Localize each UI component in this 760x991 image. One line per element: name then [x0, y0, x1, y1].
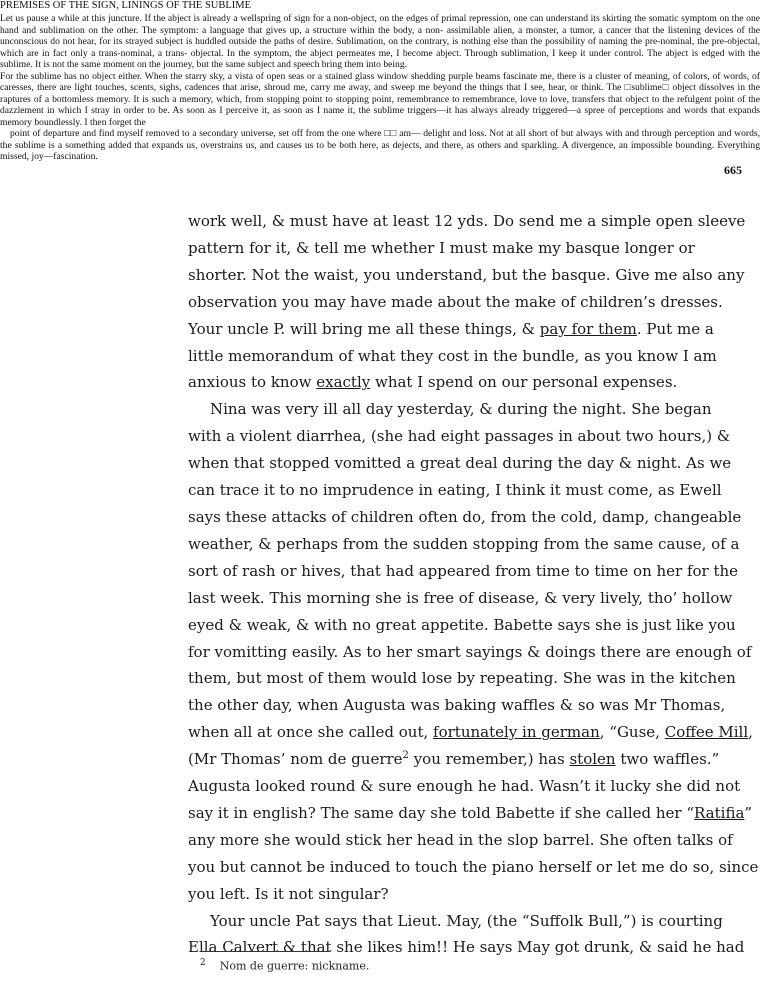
page-number: 665	[724, 163, 742, 177]
letter-line: pattern for it, & tell me whether I must make my basque longer or	[188, 238, 695, 257]
footnote-mark: 2	[200, 958, 206, 968]
letter-line: can trace it to no imprudence in eating, I think it must come, as Ewell	[188, 481, 722, 500]
letter-line: you left. Is it not singular?	[188, 884, 389, 903]
letter-line: observation you may have made about the make of children’s dresses.	[188, 292, 723, 311]
letter-line	[188, 369, 748, 396]
letter-line: for vomitting easily. As to her smart sayings & doings there are enough of	[188, 642, 752, 661]
text-run: you remember,) has	[408, 750, 570, 769]
text-run: when all at once she called out,	[188, 723, 434, 742]
text-run: . Put me a	[636, 319, 714, 338]
letter-line: says these attacks of children often do, from the cold, damp, changeable	[188, 507, 742, 526]
underlined-phrase: pay for them	[539, 319, 637, 338]
underlined-phrase: Coffee Mill	[664, 723, 749, 742]
footnote-text: Nom de guerre: nickname.	[219, 959, 370, 973]
departure-paragraph: point of departure and find myself removed to a secondary universe, set off from the one where □□ am— delight and loss. Not at all short of but always with and through perception and words, the sublime is a something added that expands us, overstrains us, and causes us to be both here, as dejects, and there, as others and sparkling. A divergence, an impossible bounding. Everything missed, joy—fascination.	[0, 128, 760, 162]
underlined-phrase: stolen	[569, 750, 616, 769]
letter-line: Augusta looked round & sure enough he had. Wasn’t it lucky she did not	[188, 777, 741, 796]
letter-line: Your uncle Pat says that Lieut. May, (the “Suffolk Bull,”) is courting	[210, 911, 723, 930]
underlined-phrase: Ratifia	[694, 803, 745, 822]
text-run: Your uncle P. will bring me all these things, &	[188, 319, 540, 338]
letter-line	[188, 800, 753, 827]
letter-line: shorter. Not the waist, you understand, but the basque. Give me also any	[188, 265, 745, 284]
letter-line: when that stopped vomitted a great deal during the day & night. As we	[188, 454, 732, 473]
footnote-reference: 2	[402, 750, 409, 762]
text-run: say it in english? The same day she told Babette if she called her “	[188, 803, 695, 822]
letter-line	[188, 746, 748, 773]
text-run: two waffles.”	[615, 750, 720, 769]
letter-line: weather, & perhaps from the sudden stopping from the same cause, of a	[188, 534, 740, 553]
letter-line: eyed & weak, & with no great appetite. Babette says she is just like you	[188, 615, 736, 634]
text-run: ”	[744, 803, 753, 822]
letter-line: Ella Calvert & that she likes him!! He says May got drunk, & said he had	[188, 938, 745, 957]
letter-line: sort of rash or hives, that had appeared from time to time on her for the	[188, 561, 739, 580]
letter-line: the other day, when Augusta was baking waffles & so was Mr Thomas,	[188, 696, 726, 715]
underlined-phrase: exactly	[316, 373, 371, 392]
intro-paragraph: Let us pause a while at this juncture. If the abject is already a wellspring of sign for a non-object, on the edges of primal repression, one can understand its skirting the somatic symptom on the one hand and sublimation on the other. The symptom: a language that gives up, a structure within the body, a non- assimilable alien, a monster, a tumor, a cancer that the listening devices of the unconscious do not hear, for its strayed subject is huddled outside the paths of desire. Sublimation, on the contrary, is nothing else than the possibility of naming the pre-nominal, the pre-objectal, which are in fact only a trans-nominal, a trans- objectal. In the symptom, the abject permeates me, I become abject. Through sublimation, I keep it under control. The abject is edged with the sublime. It is not the same moment on the journey, but the same subject and speech bring them into being.	[0, 13, 760, 70]
text-run: anxious to know	[188, 373, 317, 392]
letter-line: them, but most of them would lose by repeating. She was in the kitchen	[188, 669, 736, 688]
letter-body	[188, 208, 759, 961]
letter-line: any more she would stick her head in the slop barrel. She often talks of	[188, 830, 733, 849]
letter-line: work well, & must have at least 12 yds. Do send me a simple open sleeve	[188, 212, 746, 230]
running-header: PREMISES OF THE SIGN, LININGS OF THE SUBLIME	[0, 0, 252, 11]
letter-line: last week. This morning she is free of disease, & very lively, tho’ hollow	[188, 588, 733, 607]
letter-line	[188, 316, 748, 343]
footnote-divider	[200, 951, 330, 952]
book-excerpt	[0, 0, 760, 163]
text-run: , “Guse,	[599, 723, 665, 742]
letter-line: little memorandum of what they cost in the bundle, as you know I am	[188, 346, 717, 365]
footnote	[200, 958, 369, 973]
letter-line: you but cannot be induced to touch the piano herself or let me do so, since	[188, 857, 759, 876]
letter-line: Nina was very ill all day yesterday, & during the night. She began	[210, 400, 712, 419]
text-run: what I spend on our personal expenses.	[370, 373, 678, 392]
letter-line	[188, 719, 753, 746]
text-run: ,	[748, 723, 753, 742]
letter-line: with a violent diarrhea, (she had eight passages in about two hours,) &	[188, 427, 731, 446]
text-run: (Mr Thomas’ nom de guerre	[188, 750, 403, 769]
underlined-phrase: fortunately in german	[433, 723, 600, 742]
sublime-paragraph: For the sublime has no object either. When the starry sky, a vista of open seas or a stained glass window shedding purple beams fascinate me, there is a cluster of meaning, of colors, of words, of caresses, there are light touches, scents, sighs, cadences that arise, shroud me, carry me away, and sweep me beyond the things that I see, hear, or think. The □sublime□ object dissolves in the raptures of a bottomless memory. It is such a memory, which, from stopping point to stopping point, remembrance to remembrance, love to love, transfers that object to the refulgent point of the dazzlement in which I stray in order to be. As soon as I perceive it, as soon as I name it, the sublime triggers—it has always already triggered—a spree of perceptions and words that expands memory boundlessly. I then forget the	[0, 70, 760, 128]
